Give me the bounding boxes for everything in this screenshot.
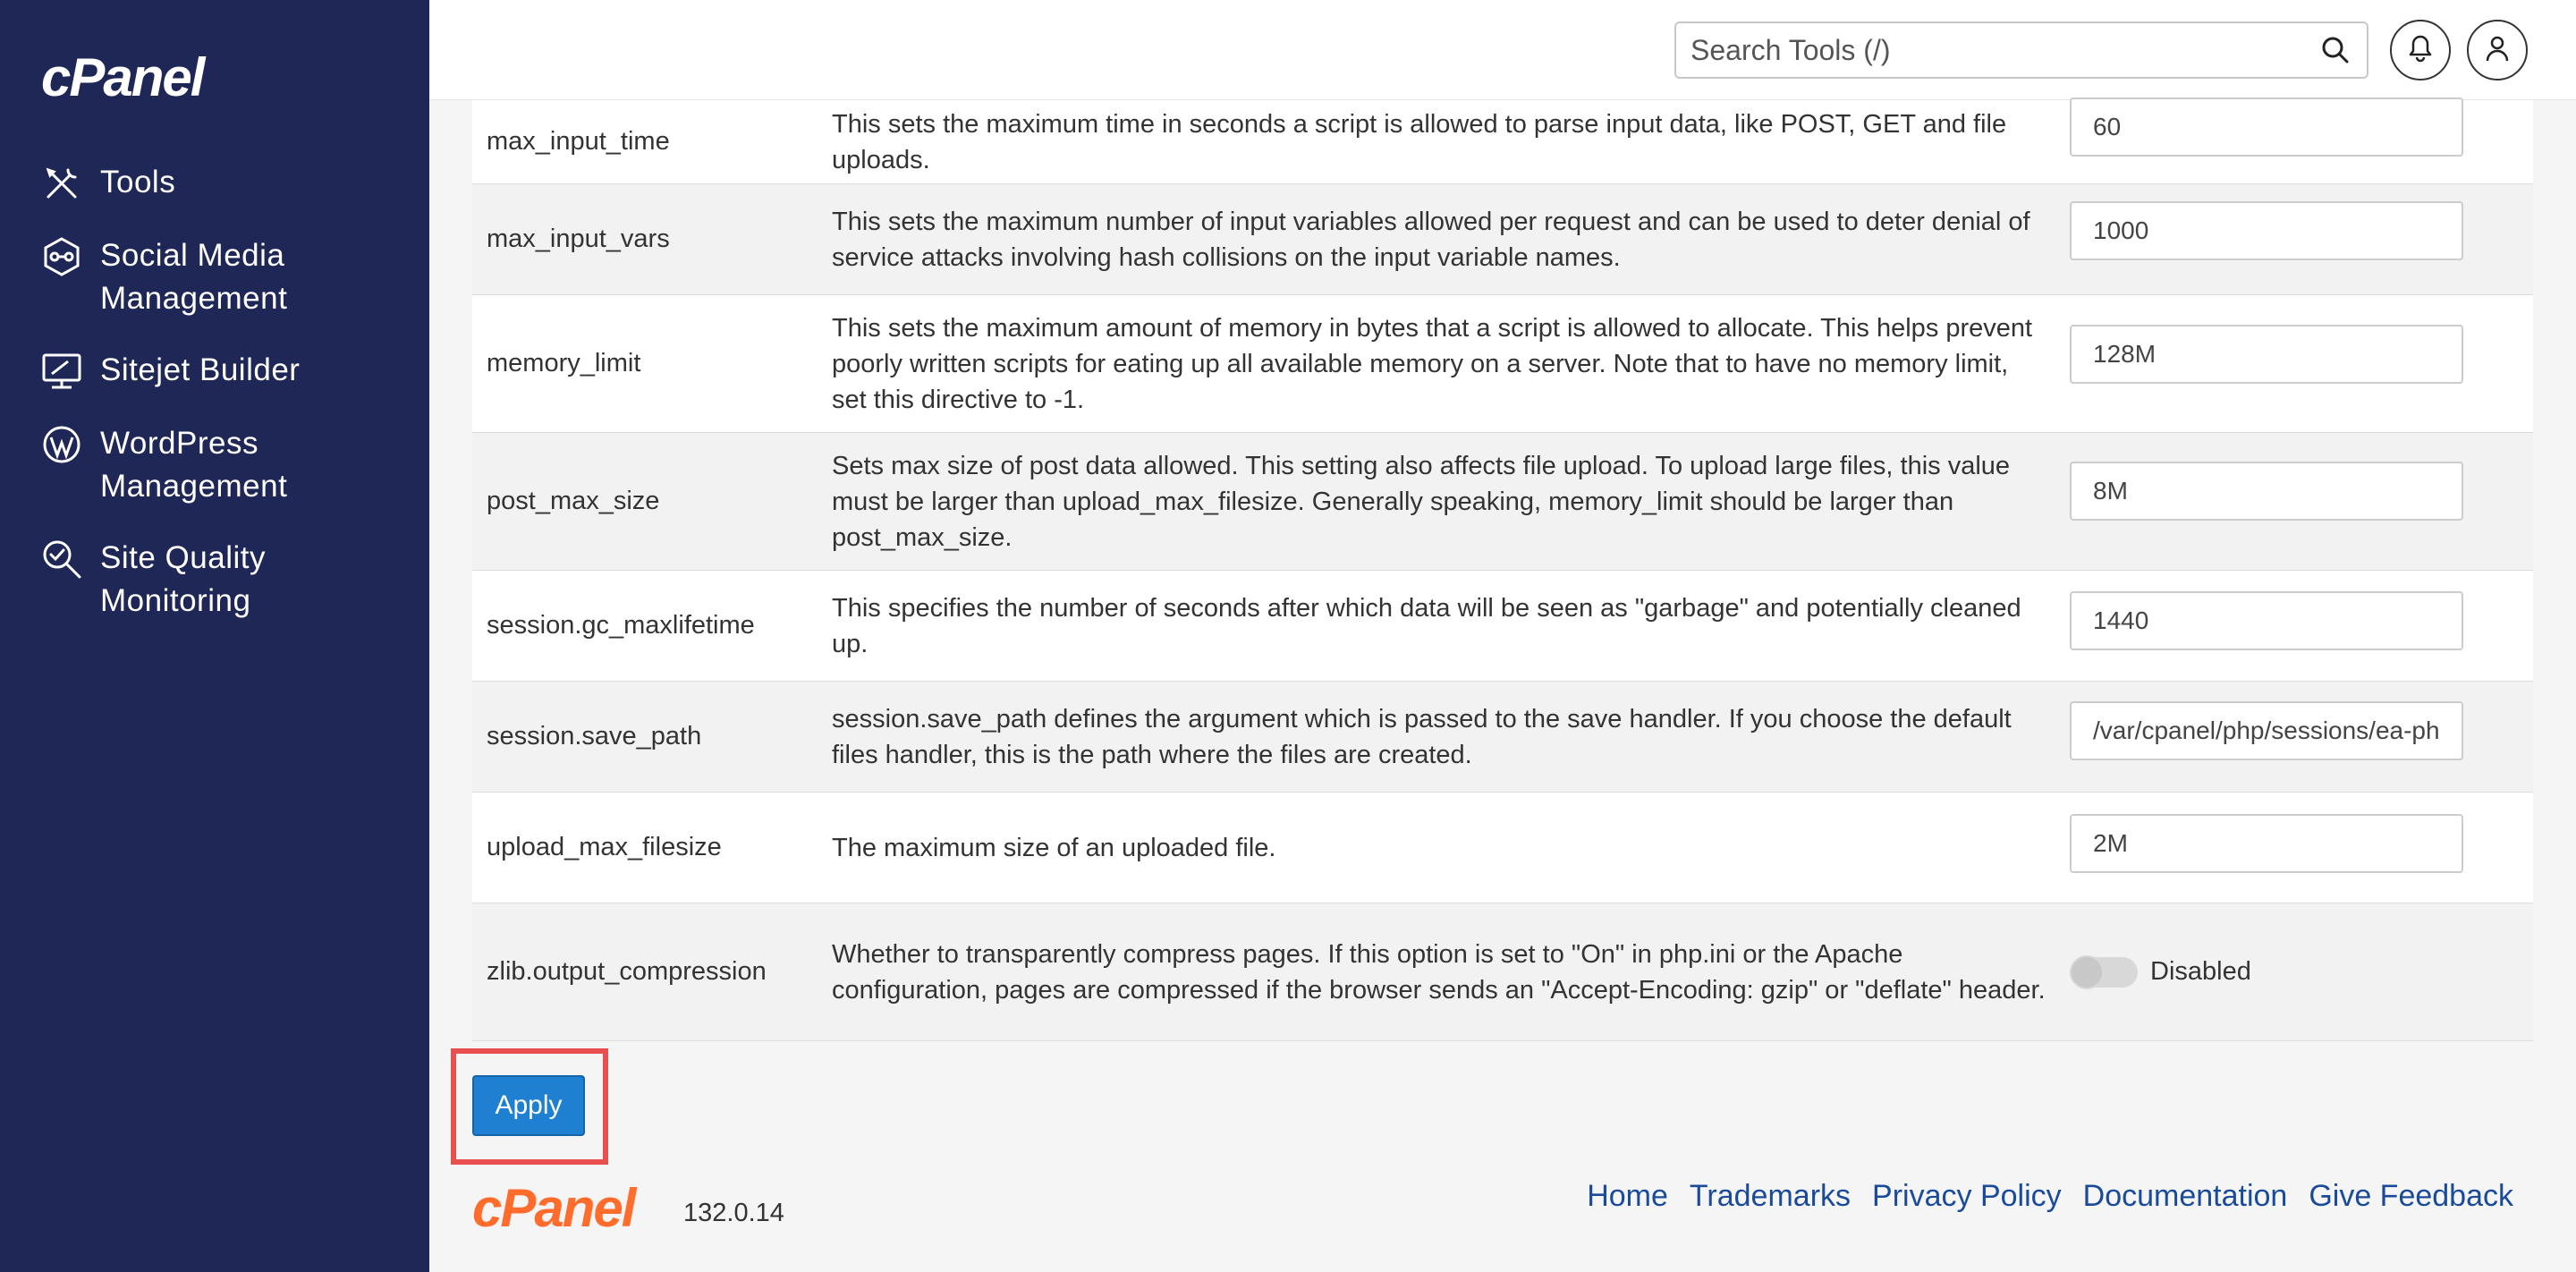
footer-cpanel-logo: cPanel <box>472 1178 635 1238</box>
setting-description: This sets the maximum amount of memory in bytes that a script is allowed to allocate. This helps prevent poorly written scripts for eating up all available memory on a server. Note that to have no memory limit, set this directive to -1. <box>832 313 2033 414</box>
setting-description: Sets max size of post data allowed. This setting also affects file upload. To upload large files, this value must be larger than upload_max_filesize. Generally speaking, memory_limit should be larger than post_max_size. <box>832 451 2011 552</box>
setting-value-input[interactable] <box>2070 814 2463 873</box>
setting-value-input[interactable] <box>2070 325 2463 384</box>
footer-link-feedback[interactable]: Give Feedback <box>2309 1179 2513 1213</box>
setting-value-cell <box>2070 483 2533 521</box>
compression-toggle[interactable] <box>2070 957 2138 988</box>
footer-link-home[interactable]: Home <box>1587 1179 1668 1213</box>
footer-link-privacy[interactable]: Privacy Policy <box>1872 1179 2062 1213</box>
setting-name: memory_limit <box>487 349 641 377</box>
setting-value-cell <box>2070 219 2533 260</box>
setting-value-cell <box>2070 957 2533 988</box>
sidebar <box>0 0 429 1272</box>
php-settings-table <box>472 100 2533 1041</box>
setting-value-input[interactable] <box>2070 98 2463 157</box>
table-row <box>472 433 2533 571</box>
search-box[interactable] <box>1674 21 2368 79</box>
setting-description: The maximum size of an uploaded file. <box>832 833 1276 862</box>
sidebar-item-label: Social Media Management <box>100 238 288 316</box>
footer-links <box>1587 1179 2513 1214</box>
sidebar-item-label: Sitejet Builder <box>100 352 301 387</box>
sitejet-icon <box>39 349 84 394</box>
setting-value-cell <box>2070 602 2533 650</box>
setting-value-input[interactable] <box>2070 462 2463 521</box>
table-row <box>472 793 2533 903</box>
notifications-button[interactable] <box>2390 20 2451 81</box>
setting-description: This sets the maximum time in seconds a script is allowed to parse input data, like POST, GET and file uploads. <box>832 109 2007 174</box>
social-media-icon <box>39 234 84 279</box>
setting-description: Whether to transparently compress pages. If this option is set to "On" in php.ini or the Apache configuration, pages are compressed if the browser sends an "Accept-Encoding: gzip" or "deflate" header. <box>832 939 2046 1005</box>
search-input[interactable] <box>1690 34 2318 67</box>
sidebar-item-tools[interactable] <box>39 161 415 206</box>
user-menu-button[interactable] <box>2467 20 2528 81</box>
setting-value-cell <box>2070 344 2533 384</box>
sidebar-item-label: WordPress Management <box>100 426 288 504</box>
setting-name: session.save_path <box>487 722 702 750</box>
setting-value-cell <box>2070 823 2533 873</box>
cpanel-logo[interactable]: cPanel <box>41 47 204 107</box>
user-icon <box>2484 34 2511 67</box>
setting-name: upload_max_filesize <box>487 833 722 861</box>
search-icon[interactable] <box>2318 33 2352 67</box>
apply-button[interactable]: Apply <box>472 1075 585 1136</box>
setting-value-input[interactable] <box>2070 591 2463 650</box>
footer-link-documentation[interactable]: Documentation <box>2082 1179 2288 1213</box>
table-row <box>472 682 2533 793</box>
table-row <box>472 100 2533 184</box>
sidebar-item-wordpress[interactable] <box>39 422 415 508</box>
toggle-status-label: Disabled <box>2150 957 2251 986</box>
sidebar-item-label: Site Quality Monitoring <box>100 540 266 618</box>
setting-name: max_input_vars <box>487 225 670 253</box>
bell-icon <box>2407 34 2434 67</box>
table-row <box>472 184 2533 295</box>
sidebar-item-site-quality[interactable] <box>39 537 415 623</box>
setting-description: This specifies the number of seconds after which data will be seen as "garbage" and potentially cleaned up. <box>832 593 2021 658</box>
tools-icon <box>39 161 84 206</box>
setting-name: session.gc_maxlifetime <box>487 611 755 640</box>
setting-description: This sets the maximum number of input variables allowed per request and can be used to deter denial of service attacks involving hash collisions on the input variable names. <box>832 207 2030 272</box>
setting-name: post_max_size <box>487 487 660 515</box>
site-quality-icon <box>39 537 84 581</box>
setting-value-input[interactable] <box>2070 701 2463 760</box>
footer-link-trademarks[interactable]: Trademarks <box>1689 1179 1852 1213</box>
sidebar-item-label: Tools <box>100 165 176 199</box>
setting-value-cell <box>2070 128 2533 157</box>
toggle-knob <box>2070 955 2104 989</box>
top-header <box>429 0 2576 100</box>
sidebar-item-sitejet[interactable] <box>39 349 415 394</box>
setting-value-input[interactable] <box>2070 201 2463 260</box>
table-row <box>472 571 2533 682</box>
wordpress-icon <box>39 422 84 467</box>
version-number: 132.0.14 <box>683 1199 784 1227</box>
setting-name: zlib.output_compression <box>487 957 767 986</box>
table-row <box>472 295 2533 433</box>
sidebar-nav <box>39 161 415 651</box>
sidebar-item-social-media[interactable] <box>39 234 415 320</box>
table-row <box>472 903 2533 1041</box>
setting-description: session.save_path defines the argument which is passed to the save handler. If you choose the default files handler, this is the path where the files are created. <box>832 704 2012 769</box>
setting-value-cell <box>2070 714 2533 760</box>
setting-name: max_input_time <box>487 127 670 156</box>
